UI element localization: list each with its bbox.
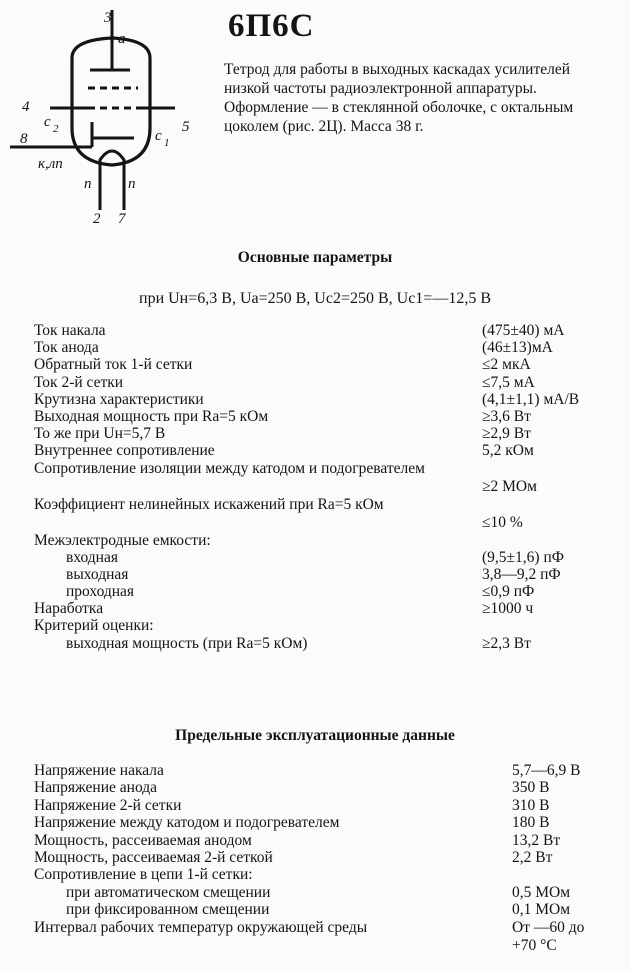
description-purpose: Тетрод для работы в выходных каскадах усилителей низкой частоты радиоэлектронной аппаратуры.: [224, 61, 571, 97]
pin-left: 4: [22, 99, 30, 115]
conditions: при Uн=6,3 В, Uа=250 В, Uс2=250 В, Uс1=—12,5 В: [139, 290, 491, 307]
pin-right: 5: [182, 119, 190, 135]
description-design: Оформление — в стеклянной оболочке, с октальным цоколем (рис. 2Ц). Масса 38 г.: [224, 99, 574, 135]
table-row: при автоматическом смещении 0,5 МОм: [66, 883, 571, 901]
main-params-table: [34, 322, 604, 656]
pin-b2: 7: [118, 211, 126, 225]
label-c1: с: [155, 128, 162, 144]
table-row: Крутизна характеристики (4,1±1,1) мА/В: [34, 390, 580, 408]
table-row: Ток 2-й сетки ≤7,5 мА: [34, 373, 535, 391]
table-row: Напряжение накала 5,7—6,9 В: [34, 762, 581, 779]
table-row: проходная ≤0,9 пФ: [66, 583, 535, 601]
pin-k: 8: [20, 131, 28, 147]
main-params-heading: Основные параметры: [237, 249, 393, 266]
table-row: Наработка ≥1000 ч: [34, 600, 534, 618]
table-row: Ток анода (46±13)мА: [34, 339, 553, 357]
table-row: Интервал рабочих температур окружающей среды От —60 до +70 °С: [34, 918, 585, 954]
label-c1-sub: 1: [164, 137, 170, 149]
pin-b1: 2: [93, 211, 101, 225]
label-p1: п: [84, 176, 92, 192]
table-row: Ток накала (475±40) мА: [34, 322, 565, 339]
table-row: Сопротивление изоляции между катодом и подогревателем ≥2 МОм: [34, 459, 537, 495]
table-row: Напряжение 2-й сетки 310 В: [34, 796, 550, 814]
label-c2-sub: 2: [53, 123, 59, 135]
table-row: выходная мощность (при Rа=5 кОм) ≥2,3 Вт: [66, 634, 531, 652]
page-title: 6П6С: [228, 8, 315, 44]
table-row: Межэлектродные емкости:: [34, 531, 211, 549]
table-row: Мощность, рассеиваемая анодом 13,2 Вт: [34, 831, 561, 849]
label-a: а: [118, 31, 126, 47]
tube-schematic: [0, 10, 215, 225]
table-row: Мощность, рассеиваемая 2-й сеткой 2,2 Вт: [34, 848, 553, 866]
table-row: Сопротивление в цепи 1-й сетки:: [34, 866, 253, 884]
table-row: Обратный ток 1-й сетки ≤2 мкА: [34, 356, 531, 374]
table-row: Выходная мощность при Rа=5 кОм ≥3,6 Вт: [34, 407, 531, 425]
limits-table: [34, 762, 614, 955]
pin-top: 3: [104, 10, 112, 26]
description: [224, 60, 614, 136]
table-row: входная (9,5±1,6) пФ: [66, 548, 564, 566]
table-row: Критерий оценки:: [34, 617, 154, 635]
table-row: Напряжение анода 350 В: [34, 779, 550, 797]
label-p2: п: [128, 176, 136, 192]
table-row: выходная 3,8—9,2 пФ: [66, 565, 561, 583]
label-c2: с: [44, 114, 51, 130]
table-row: Напряжение между катодом и подогревателем 180 В: [34, 814, 550, 832]
table-row: Внутреннее сопротивление 5,2 кОм: [34, 442, 534, 460]
table-row: Коэффициент нелинейных искажений при Rа=5 кОм ≤10 %: [34, 495, 523, 531]
limits-heading: Предельные эксплуатационные данные: [175, 727, 455, 744]
label-k: к,лп: [38, 156, 63, 172]
table-row: при фиксированном смещении 0,1 МОм: [66, 901, 571, 919]
table-row: То же при Uн=5,7 В ≥2,9 Вт: [34, 425, 531, 443]
